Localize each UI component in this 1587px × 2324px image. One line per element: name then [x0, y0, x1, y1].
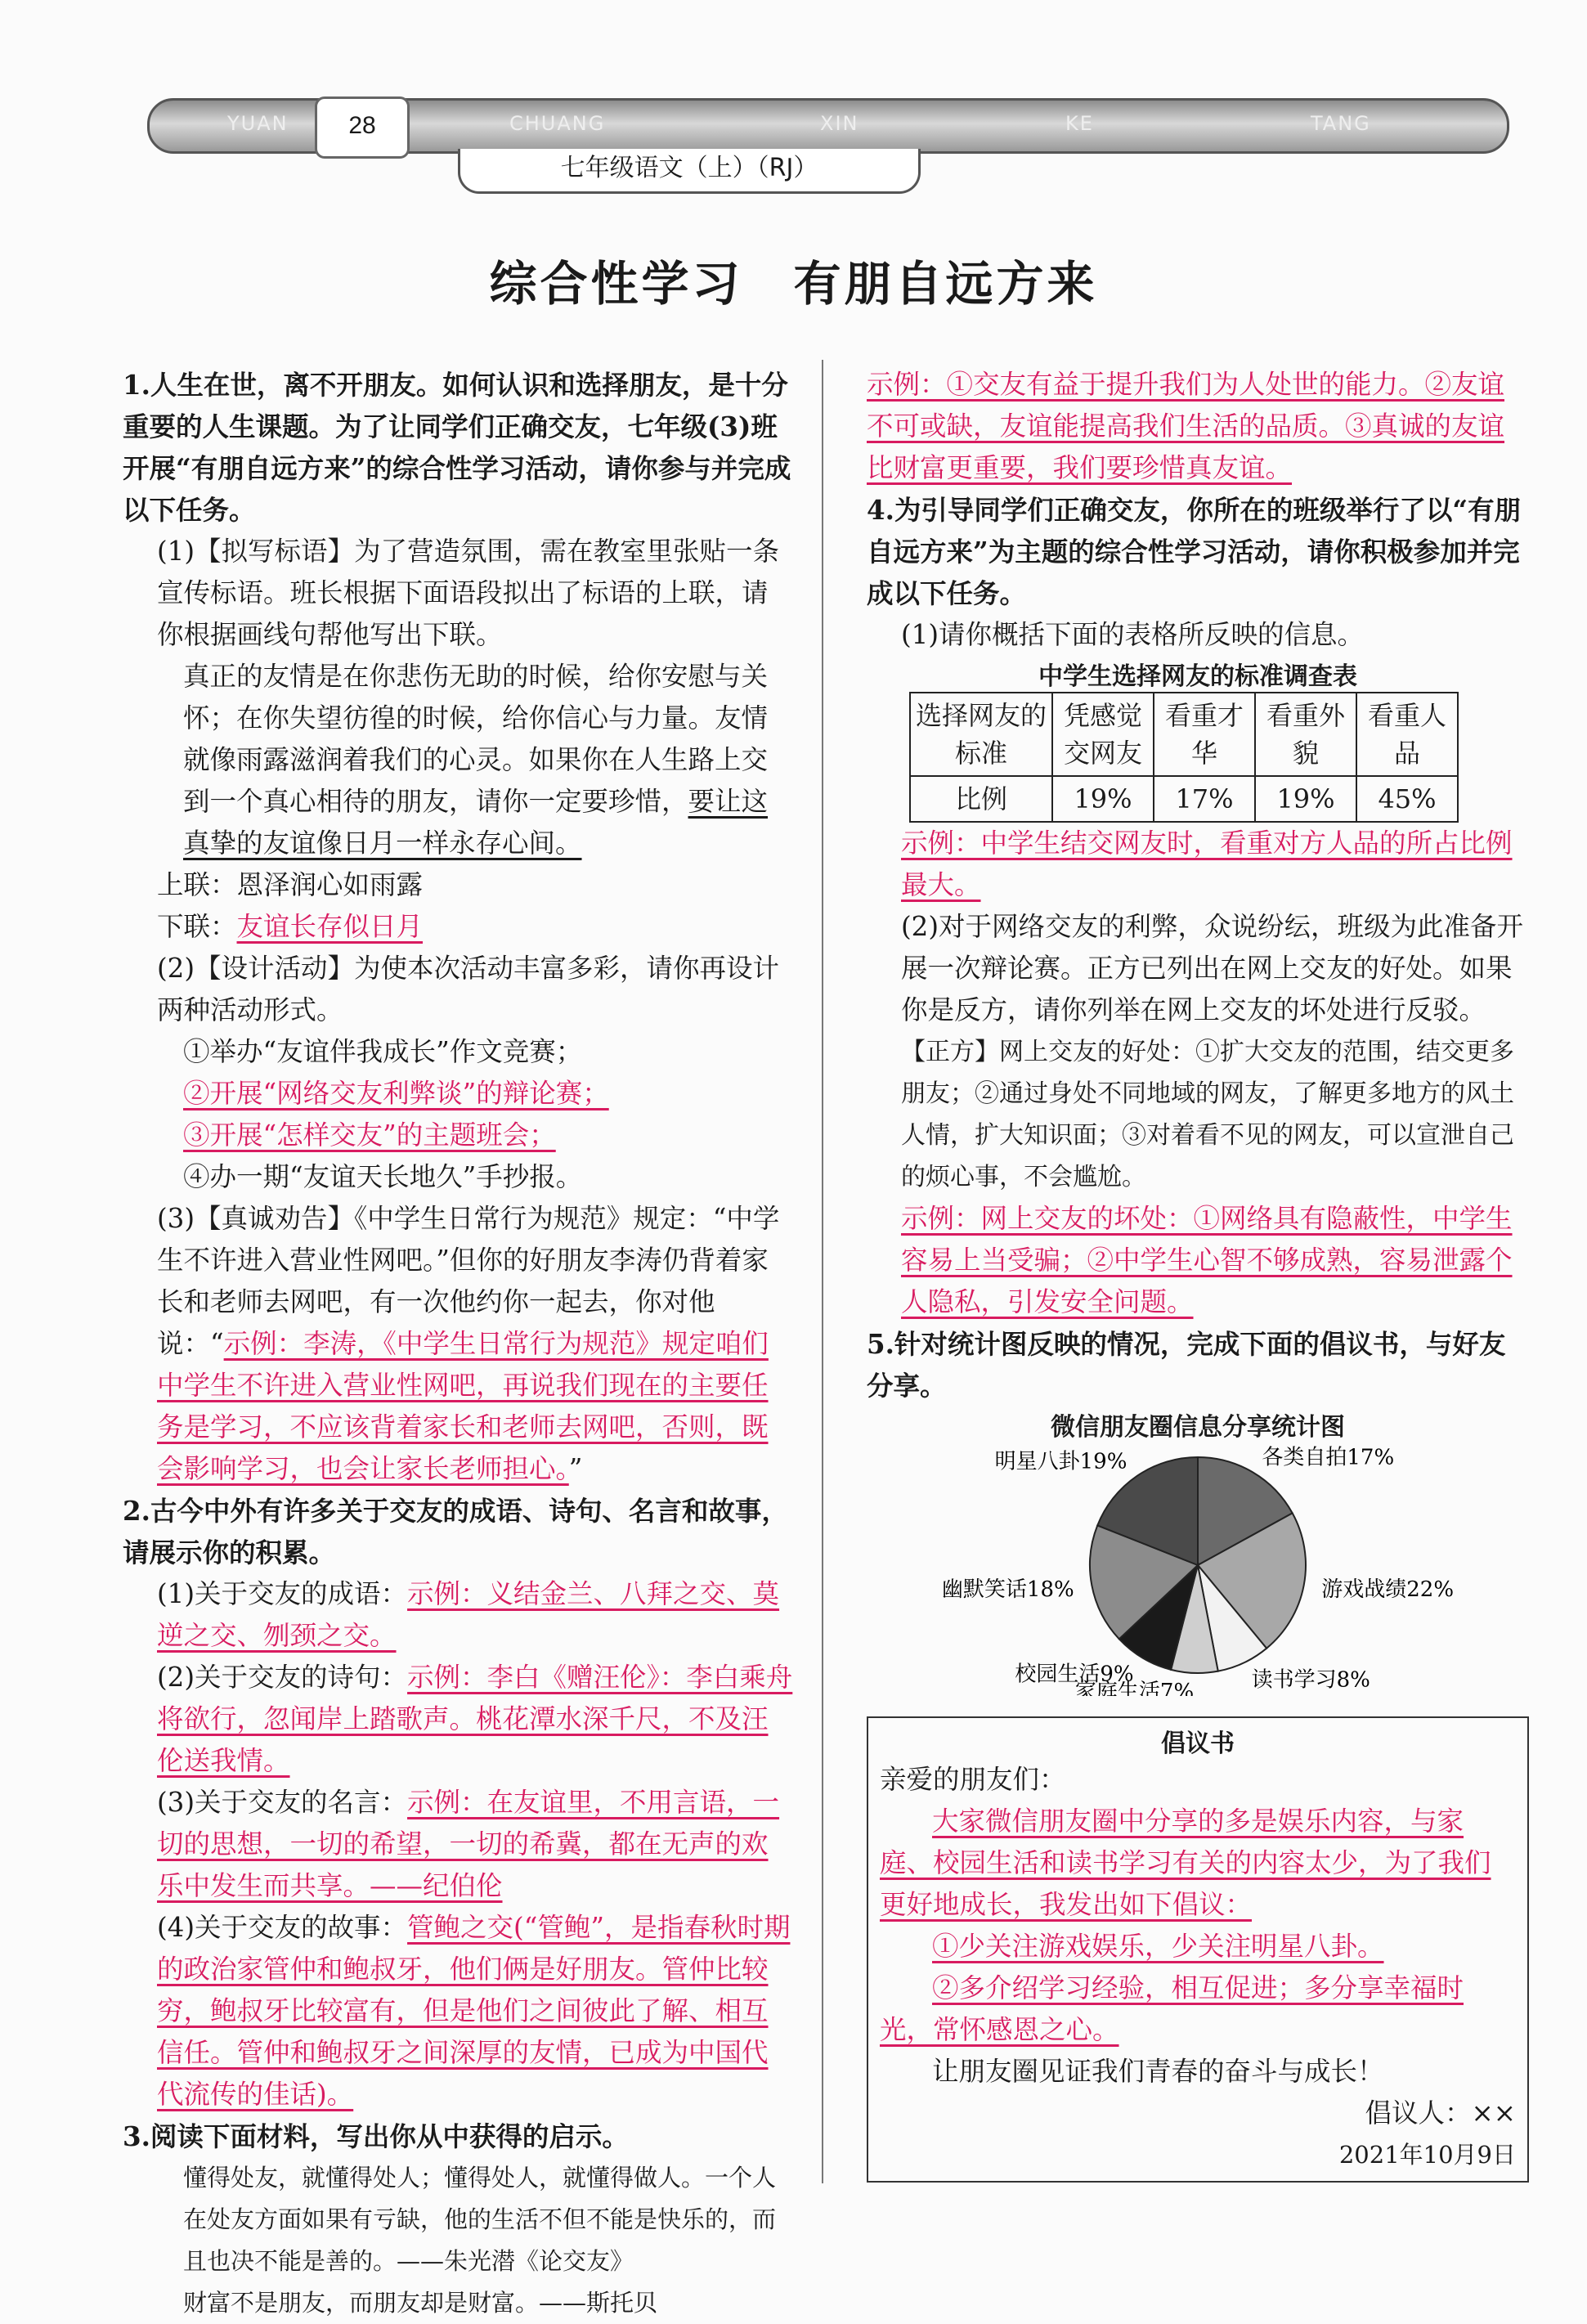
answer: 友谊长存似日月 — [236, 911, 424, 942]
table-cell: 19% — [1255, 776, 1356, 822]
pie-label: 校园生活9% — [1015, 1662, 1134, 1687]
letter-greeting: 亲爱的朋友们： — [880, 1764, 1066, 1795]
page-number: 28 — [315, 96, 410, 159]
q1-3: (3)【真诚劝告】《中学生日常行为规范》规定：“中学生不许进入营业性网吧。”但你的好朋友李涛仍背着家长和老师去网吧，有一次他约你一起去，你对他说：“示例：李涛，《中学生日常行为规范》规定咱们中学生不许进入营业性网吧，再说我们现在的主要任务是学习，不应该背着家长和老师去网吧，否则，既会影响学习，也会让家长老师担心。” — [157, 1203, 780, 1484]
table-cell: 比例 — [910, 776, 1052, 822]
book-title: 七年级语文（上）（RJ） — [458, 149, 921, 194]
pie-label: 幽默笑话18% — [941, 1577, 1074, 1602]
q2: 2.古今中外有许多关于交友的成语、诗句、名言和故事，请展示你的积累。 — [123, 1495, 788, 1568]
right-column — [867, 364, 1529, 2183]
activity: ①举办“友谊伴我成长”作文竞赛； — [183, 1036, 583, 1067]
answer: 示例：中学生结交网友时，看重对方人品的所占比例最大。 — [901, 828, 1513, 900]
q3-material: 财富不是朋友，而朋友却是财富。——斯托贝 — [183, 2289, 658, 2317]
table-cell: 45% — [1356, 776, 1458, 822]
pie-label: 明星八卦19% — [994, 1449, 1127, 1474]
q1-1-passage: 真正的友情是在你悲伤无助的时候，给你安慰与关怀；在你失望彷徨的时候，给你信心与力量。友情就像雨露滋润着我们的心灵。如果你在人生路上交到一个真心相待的朋友，请你一定要珍惜，要让这真挚的友谊像日月一样永存心间。 — [183, 661, 769, 859]
q4: 4.为引导同学们正确交友，你所在的班级举行了以“有朋自远方来”为主题的综合性学习活动，请你积极参加并完成以下任务。 — [867, 494, 1522, 609]
answer: ①少关注游戏娱乐，少关注明星八卦。 — [932, 1931, 1384, 1962]
proposal-letter — [867, 1716, 1529, 2183]
header-word: TANG — [1311, 112, 1371, 135]
q1-1: (1)【拟写标语】为了营造氛围，需在教室里张贴一条宣传标语。班长根据下面语段拟出了标语的上联，请你根据画线句帮他写出下联。 — [157, 536, 780, 650]
left-column — [123, 364, 793, 2324]
table-cell: 看重人品 — [1356, 693, 1458, 776]
letter-title: 倡议书 — [1161, 1730, 1235, 1758]
table-cell: 看重才华 — [1154, 693, 1255, 776]
letter-sign: 倡议人：×× — [1365, 2097, 1516, 2129]
q3: 3.阅读下面材料，写出你从中获得的启示。 — [123, 2120, 629, 2152]
pie-chart — [867, 1442, 1529, 1696]
table-caption: 中学生选择网友的标准调查表 — [1038, 662, 1357, 691]
q5: 5.针对统计图反映的情况，完成下面的倡议书，与好友分享。 — [867, 1328, 1506, 1402]
lower-couplet: 下联：友谊长存似日月 — [157, 911, 424, 942]
column-divider — [822, 360, 823, 2183]
upper-couplet: 上联：恩泽润心如雨露 — [157, 869, 424, 900]
answer: 示例：网上交友的坏处：①网络具有隐蔽性，中学生容易上当受骗；②中学生心智不够成熟，容易泄露个人隐私，引发安全问题。 — [901, 1203, 1513, 1317]
q2-3: (3)关于交友的名言：示例：在友谊里，不用言语，一切的思想，一切的希望，一切的希冀，都在无声的欢乐中发生而共享。——纪伯伦 — [157, 1787, 780, 1901]
answer: ③开展“怎样交友”的主题班会； — [183, 1119, 556, 1151]
q1-2: (2)【设计活动】为使本次活动丰富多彩，请你再设计两种活动形式。 — [157, 953, 780, 1025]
pie-label: 家庭生活7% — [1074, 1679, 1195, 1696]
activity: ④办一期“友谊天长地久”手抄报。 — [183, 1161, 583, 1192]
header-word: XIN — [820, 112, 859, 135]
answer: 示例：李涛，《中学生日常行为规范》规定咱们中学生不许进入营业性网吧，再说我们现在的主要任务是学习，不应该背着家长和老师去网吧，否则，既会影响学习，也会让家长老师担心。 — [157, 1328, 769, 1484]
pie-caption: 微信朋友圈信息分享统计图 — [1051, 1413, 1345, 1442]
q4-2: (2)对于网络交友的利弊，众说纷纭，班级为此准备开展一次辩论赛。正方已列出在网上交友的好处。如果你是反方，请你列举在网上交友的坏处进行反驳。 — [901, 911, 1524, 1025]
table-cell: 选择网友的标准 — [910, 693, 1052, 776]
pie-label: 各类自拍17% — [1262, 1445, 1395, 1470]
q4-1: (1)请你概括下面的表格所反映的信息。 — [901, 619, 1365, 650]
answer: ②开展“网络交友利弊谈”的辩论赛； — [183, 1078, 609, 1109]
survey-table — [909, 692, 1459, 823]
pro-side: 【正方】网上交友的好处：①扩大交友的范围，结交更多朋友；②通过身处不同地域的网友，了解更多地方的风土人情，扩大知识面；③对着看不见的网友，可以宣泄自己的烦心事，不会尴尬。 — [901, 1038, 1514, 1191]
table-cell: 19% — [1052, 776, 1154, 822]
q2-4: (4)关于交友的故事：管鲍之交(“管鲍”，是指春秋时期的政治家管仲和鲍叔牙，他们俩是好朋友。管仲比较穷，鲍叔牙比较富有，但是他们之间彼此了解、相互信任。管仲和鲍叔牙之间深厚的友情，已成为中国代代流传的佳话)。 — [157, 1912, 791, 2110]
table-cell: 凭感觉交网友 — [1052, 693, 1154, 776]
letter-close: 让朋友圈见证我们青春的奋斗与成长！ — [932, 2056, 1384, 2087]
header-word: YUAN — [227, 112, 289, 135]
answer: ②多介绍学习经验，相互促进；多分享幸福时光，常怀感恩之心。 — [880, 1972, 1464, 2045]
q1: 1.人生在世，离不开朋友。如何认识和选择朋友，是十分重要的人生课题。为了让同学们正确交友，七年级(3)班开展“有朋自远方来”的综合性学习活动，请你参与并完成以下任务。 — [123, 369, 791, 526]
table-cell: 看重外貌 — [1255, 693, 1356, 776]
header-word: CHUANG — [509, 112, 606, 135]
q2-2: (2)关于交友的诗句：示例：李白《赠汪伦》：李白乘舟将欲行，忽闻岸上踏歌声。桃花潭水深千尺，不及汪伦送我情。 — [157, 1662, 793, 1776]
q3-material: 懂得处友，就懂得处人；懂得处人，就懂得做人。一个人在处友方面如果有亏缺，他的生活不但不能是快乐的，而且也决不能是善的。——朱光潜《论交友》 — [183, 2164, 777, 2275]
answer: 示例：①交友有益于提升我们为人处世的能力。②友谊不可或缺，友谊能提高我们生活的品质。③真诚的友谊比财富更重要，我们要珍惜真友谊。 — [867, 369, 1505, 483]
page-title: 综合性学习 有朋自远方来 — [489, 256, 1098, 312]
answer: 大家微信朋友圈中分享的多是娱乐内容，与家庭、校园生活和读书学习有关的内容太少，为了我们更好地成长，我发出如下倡议： — [880, 1806, 1491, 1920]
letter-date: 2021年10月9日 — [1338, 2141, 1516, 2169]
q2-1: (1)关于交友的成语：示例：义结金兰、八拜之交、莫逆之交、刎颈之交。 — [157, 1578, 780, 1651]
table-cell: 17% — [1154, 776, 1255, 822]
pie-label: 游戏战绩22% — [1321, 1577, 1455, 1602]
header-word: KE — [1065, 112, 1094, 135]
pie-label: 读书学习8% — [1251, 1667, 1370, 1693]
